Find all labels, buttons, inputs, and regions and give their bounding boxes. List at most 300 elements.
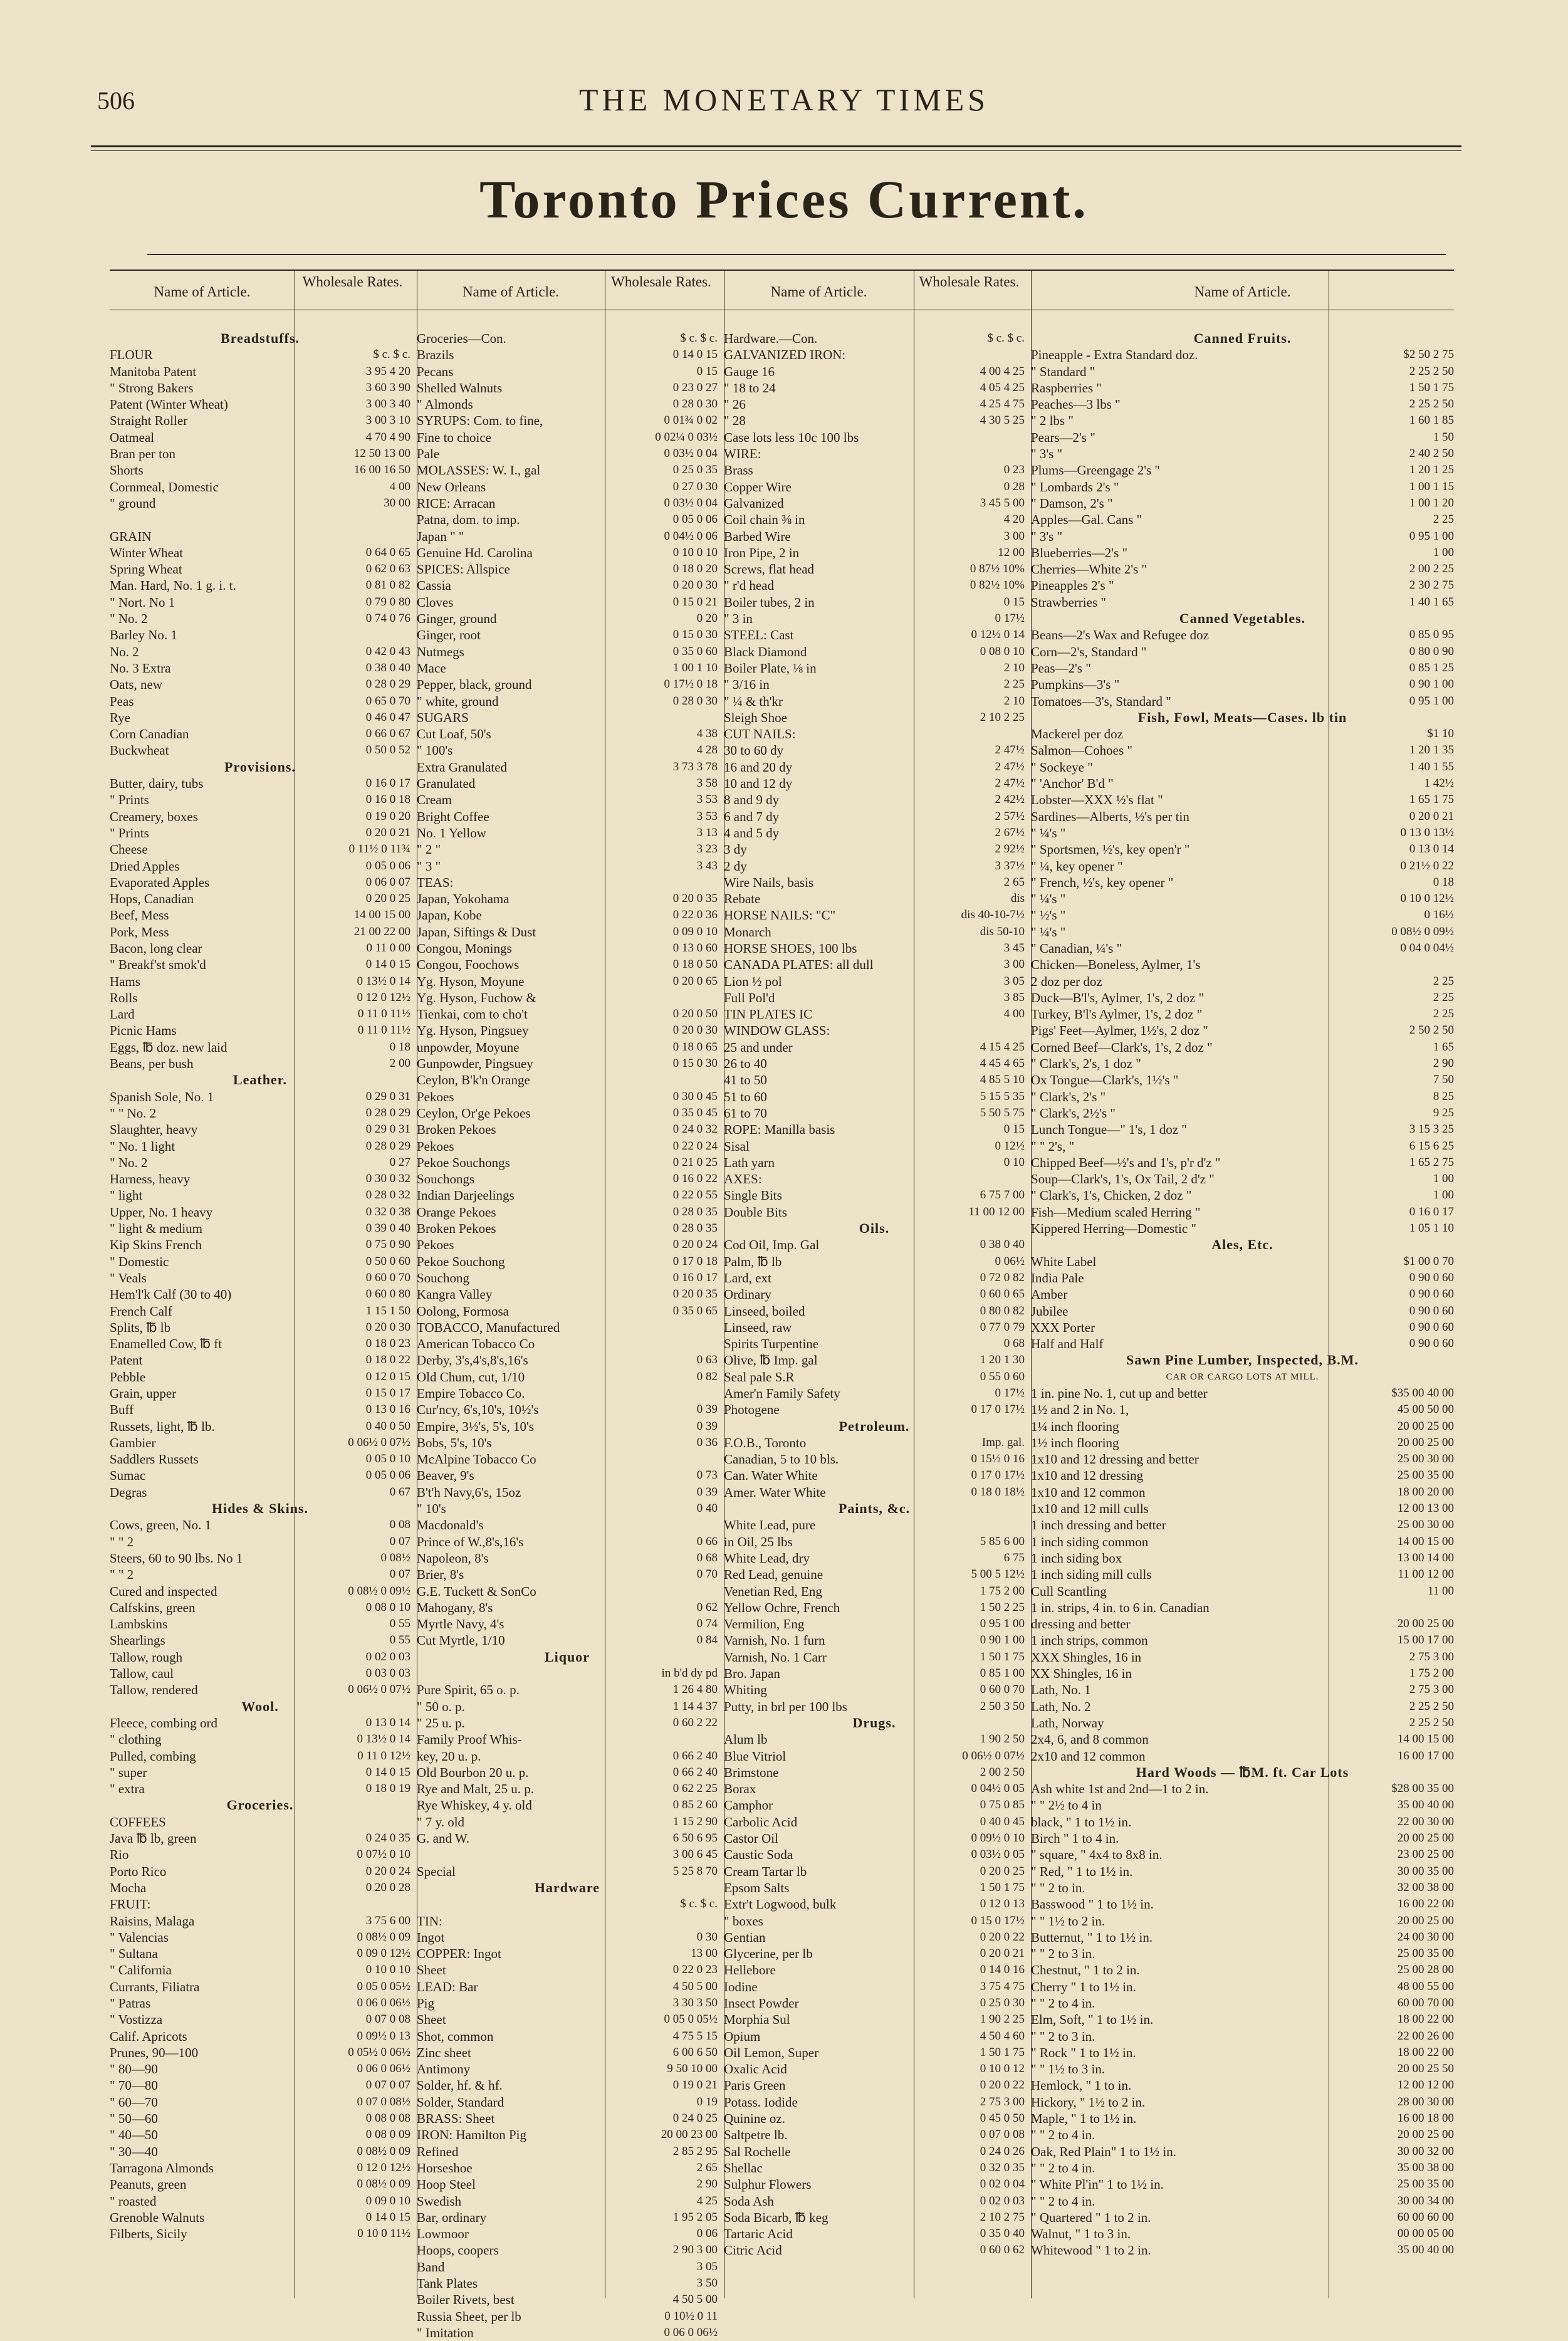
- price-row: [417, 2176, 718, 2192]
- wholesale-rate: 7 50: [1433, 1073, 1454, 1087]
- wholesale-rate: 1 50: [1433, 430, 1454, 444]
- price-row: [1031, 1303, 1454, 1319]
- price-row: [1031, 693, 1454, 710]
- price-row: [417, 1665, 718, 1682]
- wholesale-rate: 2 47½: [995, 777, 1025, 790]
- wholesale-rate: 2 42½: [995, 793, 1025, 807]
- wholesale-rate: 25 00 35 00: [1397, 1469, 1454, 1482]
- article-name: Family Proof Whis-: [417, 1732, 522, 1747]
- price-row: [417, 1830, 718, 1846]
- wholesale-rate: 2 85 2 95: [672, 2144, 718, 2158]
- page-number: 506: [97, 86, 135, 115]
- article-name: Ceylon, Or'ge Pekoes: [417, 1105, 531, 1121]
- article-name: Ginger, root: [417, 627, 481, 643]
- wholesale-rate: 0 62 2 25: [672, 1782, 718, 1796]
- article-name: Carbolic Acid: [724, 1814, 798, 1830]
- wholesale-rate: [605, 1072, 718, 1088]
- wholesale-rate: [605, 1913, 718, 1929]
- article-name: Prince of W.,8's,16's: [417, 1534, 524, 1549]
- article-name: Chipped Beef—½'s and 1's, p'r d'z ": [1031, 1155, 1221, 1170]
- price-row: [417, 1187, 718, 1203]
- price-row: [1031, 1814, 1454, 1830]
- wholesale-rate: 0 20 0 25: [980, 1864, 1025, 1878]
- wholesale-rate: 0 09 0 12½: [357, 1947, 410, 1961]
- price-row: [1031, 1896, 1454, 1912]
- price-row: [724, 841, 1025, 857]
- article-name: Empire Tobacco Co.: [417, 1386, 525, 1401]
- price-row: [1031, 479, 1454, 495]
- wholesale-rate: 20 00 25 00: [1397, 1831, 1454, 1845]
- article-name: Single Bits: [724, 1188, 782, 1203]
- price-row: [1031, 1962, 1454, 1978]
- price-row: [1031, 1072, 1454, 1088]
- article-name: 1¼ inch flooring: [1031, 1418, 1119, 1434]
- price-row: [1031, 809, 1454, 825]
- article-name: Castor Oil: [724, 1831, 778, 1846]
- article-name: " 70—80: [110, 2078, 158, 2093]
- article-name: Ginger, ground: [417, 611, 497, 627]
- wholesale-rate: [605, 990, 718, 1006]
- price-row: [1031, 1534, 1454, 1550]
- article-name: Sisal: [724, 1138, 750, 1154]
- article-name: Creamery, boxes: [110, 809, 198, 824]
- article-name: Lath yarn: [724, 1155, 775, 1170]
- article-name: Elm, Soft, " 1 to 1½ in.: [1031, 2012, 1154, 2028]
- article-name: Breadstuffs.: [221, 330, 300, 346]
- price-row: [110, 1204, 410, 1220]
- price-row: [724, 2209, 1025, 2226]
- article-name: " 60—70: [110, 2094, 158, 2110]
- price-row: [724, 1566, 1025, 1583]
- wholesale-rate: 16 00 17 00: [1397, 1749, 1454, 1762]
- price-row: [110, 775, 410, 792]
- wholesale-rate: $ c. $ c.: [987, 332, 1025, 345]
- wholesale-rate: 2 00 2 25: [1409, 562, 1454, 576]
- wholesale-rate: 0 22 0 36: [672, 908, 718, 922]
- article-name: Lath, No. 2: [1031, 1699, 1091, 1714]
- wholesale-rate: 6 75 7 00: [980, 1188, 1025, 1202]
- price-row: [417, 1171, 718, 1187]
- wholesale-rate: 0 23 0 27: [672, 380, 718, 394]
- wholesale-rate: 0 16 0 22: [672, 1172, 718, 1186]
- price-row: [724, 907, 1025, 923]
- price-row: [110, 858, 410, 874]
- price-row: [1031, 1699, 1454, 1715]
- price-row: [110, 1682, 410, 1698]
- price-row: [724, 1649, 1025, 1665]
- wholesale-rate: 5 85 6 00: [980, 1534, 1025, 1548]
- price-row: [110, 1155, 410, 1171]
- wholesale-rate: 1 00 1 20: [1409, 496, 1454, 510]
- price-row: [417, 1254, 718, 1270]
- article-name: XX Shingles, 16 in: [1031, 1666, 1132, 1682]
- wholesale-rate: 0 10 0 11½: [357, 2227, 410, 2241]
- wholesale-rate: 0 18 0 23: [365, 1337, 410, 1351]
- article-name: COFFEES: [110, 1814, 166, 1830]
- wholesale-rate: 20 00 25 00: [1397, 2128, 1454, 2142]
- price-row: [1031, 429, 1454, 446]
- article-name: Sleigh Shoe: [724, 710, 787, 725]
- wholesale-rate: 0 08½: [380, 1551, 410, 1564]
- price-row: [724, 1880, 1025, 1896]
- wholesale-rate: 0 25 0 35: [672, 463, 718, 477]
- wholesale-rate: 0 39 0 40: [365, 1222, 410, 1235]
- section-heading: [724, 1418, 1025, 1435]
- article-name: Shearlings: [110, 1633, 165, 1648]
- article-name: Duck—B'l's, Aylmer, 1's, 2 doz ": [1031, 990, 1205, 1005]
- article-name: Amber: [1031, 1287, 1068, 1302]
- wholesale-rate: 4 70 4 90: [365, 430, 410, 444]
- price-row: [1031, 1418, 1454, 1435]
- price-row: [1031, 1880, 1454, 1896]
- wholesale-rate: 0 45 0 50: [980, 2112, 1025, 2125]
- price-row: [110, 577, 410, 594]
- article-name: Spirits Turpentine: [724, 1336, 819, 1352]
- wholesale-rate: 0 06½ 0 07½: [348, 1683, 410, 1697]
- price-row: [417, 1418, 718, 1435]
- article-name: Oxalic Acid: [724, 2061, 787, 2077]
- article-name: Plums—Greengage 2's ": [1031, 463, 1160, 478]
- article-name: Raisins, Malaga: [110, 1913, 195, 1929]
- article-name: Cassia: [417, 578, 451, 594]
- wholesale-rate: [605, 1319, 718, 1336]
- article-name: 2x4, 6, and 8 common: [1031, 1732, 1149, 1747]
- price-row: [417, 2144, 718, 2160]
- article-name: 3 dy: [724, 842, 747, 857]
- price-row: [724, 1682, 1025, 1698]
- price-row: [417, 907, 718, 923]
- article-name: Cut Myrtle, 1/10: [417, 1633, 505, 1648]
- article-name: Derby, 3's,4's,8's,16's: [417, 1353, 528, 1368]
- article-name: " Patras: [110, 1995, 151, 2011]
- column-header: [110, 275, 410, 310]
- price-row: [110, 627, 410, 643]
- wholesale-rate: 0 11 0 11½: [357, 1007, 410, 1021]
- price-row: [1031, 1665, 1454, 1682]
- wholesale-rate: 2 00 2 50: [980, 1765, 1025, 1779]
- article-name: Strawberries ": [1031, 594, 1106, 610]
- price-row: [417, 347, 718, 363]
- wholesale-rate: [605, 874, 718, 891]
- wholesale-rate: 1 40 1 55: [1409, 760, 1454, 773]
- price-row: [110, 1764, 410, 1781]
- price-row: [724, 973, 1025, 990]
- wholesale-rate: 0 90 0 60: [1409, 1304, 1454, 1317]
- price-row: [417, 1467, 718, 1484]
- section-heading: [417, 1649, 718, 1665]
- wholesale-rate: 30 00 35 00: [1397, 1864, 1454, 1878]
- price-row: [1031, 2176, 1454, 2192]
- price-row: [724, 2160, 1025, 2176]
- article-name: Pork, Mess: [110, 924, 169, 940]
- wholesale-rate: 4 45 4 65: [980, 1057, 1025, 1071]
- article-name: Hellebore: [724, 1962, 776, 1978]
- article-name: [417, 1665, 605, 1682]
- price-row: [110, 676, 410, 693]
- wholesale-rate: 18 00 22 00: [1397, 2013, 1454, 2026]
- price-row: [724, 710, 1025, 726]
- wholesale-rate: 0 28 0 30: [672, 694, 718, 708]
- price-row: [110, 907, 410, 923]
- article-name: " " 2: [110, 1534, 134, 1549]
- article-name: Russia Sheet, per lb: [417, 2308, 521, 2324]
- price-row: [724, 2011, 1025, 2028]
- price-row: [1031, 907, 1454, 923]
- wholesale-rate: 0 90 1 00: [980, 1633, 1025, 1647]
- article-name: " ¼'s ": [1031, 825, 1066, 841]
- article-name: Pebble: [110, 1369, 146, 1385]
- price-row: [724, 1286, 1025, 1302]
- article-name: Calif. Apricots: [110, 2028, 187, 2044]
- price-row: [417, 1781, 718, 1797]
- price-row: [417, 2094, 718, 2110]
- article-name: " Breakf'st smok'd: [110, 957, 206, 973]
- price-row: [417, 1451, 718, 1467]
- wholesale-rate: 0 22 0 55: [672, 1188, 718, 1202]
- article-name: " Canadian, ¼'s ": [1031, 940, 1122, 956]
- article-name: No. 1 Yellow: [417, 825, 486, 841]
- article-name: Peaches—3 lbs ": [1031, 397, 1121, 412]
- wholesale-rate: dis 40-10-7½: [961, 908, 1025, 922]
- price-row: [110, 1632, 410, 1648]
- article-name: " Sultana: [110, 1946, 158, 1962]
- price-row: [1031, 577, 1454, 594]
- wholesale-rate: 13 00 14 00: [1397, 1551, 1454, 1564]
- wholesale-rate: 0 24 0 32: [672, 1123, 718, 1136]
- article-name: Salmon—Cohoes ": [1031, 743, 1132, 758]
- wholesale-rate: 0 32 0 38: [365, 1205, 410, 1218]
- article-name: " Lombards 2's ": [1031, 479, 1119, 495]
- price-row: [110, 412, 410, 429]
- price-row: [1031, 990, 1454, 1006]
- wholesale-rate: 4 00 4 25: [980, 364, 1025, 378]
- article-name: Zinc sheet: [417, 2045, 471, 2060]
- price-row: [110, 347, 410, 363]
- article-name: CAR OR CARGO LOTS AT MILL.: [1166, 1371, 1319, 1382]
- article-name: in Oil, 25 lbs: [724, 1534, 793, 1549]
- wholesale-rate: 0 04½ 0 05: [971, 1782, 1025, 1796]
- wholesale-rate: 24 00 30 00: [1397, 1930, 1454, 1944]
- wholesale-rate: 0 07 0 08: [980, 2128, 1025, 2142]
- article-name: Canned Vegetables.: [1179, 610, 1306, 627]
- article-name: Grenoble Walnuts: [110, 2209, 205, 2225]
- wholesale-rate: 1 90 2 50: [980, 1732, 1025, 1746]
- article-name: Solder, hf. & hf.: [417, 2078, 503, 2093]
- article-name: Blueberries—2's ": [1031, 545, 1128, 560]
- article-name: Oolong, Formosa: [417, 1303, 509, 1319]
- section-heading: [1031, 710, 1454, 726]
- article-name: Kippered Herring—Domestic ": [1031, 1221, 1196, 1237]
- article-name: " " 2 to 3 in.: [1031, 1946, 1095, 1962]
- price-row: [110, 1995, 410, 2011]
- wholesale-rate: 0 38 0 40: [980, 1238, 1025, 1252]
- wholesale-rate: 0 28 0 29: [365, 1139, 410, 1153]
- article-name: Basswood " 1 to 1½ in.: [1031, 1897, 1154, 1912]
- wholesale-rate: 0 50 0 60: [365, 1254, 410, 1268]
- wholesale-rate: 2 25 2 50: [1409, 1699, 1454, 1713]
- article-name: White Label: [1031, 1254, 1097, 1269]
- price-row: [110, 1089, 410, 1105]
- article-name: 8 and 9 dy: [724, 792, 780, 808]
- article-name: Shorts: [110, 463, 144, 478]
- article-name: Epsom Salts: [724, 1880, 790, 1895]
- wholesale-rate: 0 12 0 13: [980, 1897, 1025, 1911]
- article-name: Pumpkins—3's ": [1031, 677, 1120, 693]
- wholesale-rate: 0 24 0 25: [672, 2112, 718, 2125]
- price-row: [417, 1517, 718, 1533]
- article-name: " 'Anchor' B'd ": [1031, 776, 1114, 792]
- wholesale-rate: 0 07: [389, 1568, 410, 1581]
- price-column-1: [110, 271, 410, 2298]
- price-row: [110, 1220, 410, 1237]
- price-row: [724, 2144, 1025, 2160]
- price-row: [1031, 858, 1454, 874]
- wholesale-rate: 18 00 22 00: [1397, 2045, 1454, 2059]
- price-row: [724, 396, 1025, 412]
- wholesale-rate: 0 13½ 0 14: [357, 1732, 410, 1746]
- price-row: [110, 2094, 410, 2110]
- article-name: 1 inch strips, common: [1031, 1633, 1148, 1648]
- article-name: Yellow Ochre, French: [724, 1600, 840, 1615]
- wholesale-rate: 0 17 0 18: [672, 1254, 718, 1268]
- price-row: [417, 627, 718, 643]
- wholesale-rate: 0 10 0 10: [365, 1963, 410, 1977]
- wholesale-rate: 0 08 0 10: [980, 644, 1025, 658]
- article-name: Pale: [417, 446, 440, 462]
- price-row: [110, 1121, 410, 1138]
- wholesale-rate: 2 67½: [995, 825, 1025, 839]
- article-name: Butter, dairy, tubs: [110, 776, 204, 792]
- article-name: " roasted: [110, 2193, 157, 2209]
- price-row: [724, 1385, 1025, 1401]
- article-name: French Calf: [110, 1303, 172, 1319]
- price-row: [110, 1929, 410, 1946]
- article-name: Case lots less 10c 100 lbs: [724, 429, 859, 445]
- price-row: [110, 396, 410, 412]
- price-row: [417, 2160, 718, 2176]
- article-name: 6 and 7 dy: [724, 809, 780, 824]
- header-name: Name of Article.: [1194, 284, 1291, 300]
- price-row: [110, 1286, 410, 1302]
- article-name: Cured and inspected: [110, 1583, 217, 1599]
- article-name: 2x10 and 12 common: [1031, 1748, 1146, 1764]
- price-row: [1031, 1649, 1454, 1665]
- section-heading: [110, 1797, 410, 1813]
- price-row: [110, 1566, 410, 1583]
- wholesale-rate: 35 00 40 00: [1397, 2243, 1454, 2257]
- price-row: [417, 1846, 718, 1863]
- wholesale-rate: 16 00 16 50: [353, 463, 410, 477]
- wholesale-rate: 0 80 0 82: [980, 1304, 1025, 1317]
- price-row: [1031, 1286, 1454, 1302]
- price-row: [1031, 380, 1454, 396]
- price-row: [417, 1632, 718, 1648]
- price-row: [417, 1764, 718, 1781]
- article-name: Congou, Monings: [417, 940, 512, 956]
- price-row: [724, 759, 1025, 775]
- price-row: [417, 1566, 718, 1583]
- wholesale-rate: 0 28 0 35: [672, 1222, 718, 1235]
- price-row: [110, 1748, 410, 1764]
- article-name: [110, 511, 295, 528]
- wholesale-rate: 0 40 0 45: [980, 1815, 1025, 1828]
- price-row: [724, 1913, 1025, 1929]
- article-name: Hardware.—Con.: [724, 331, 818, 346]
- price-row: [417, 1929, 718, 1946]
- section-heading: [724, 1500, 1025, 1517]
- price-row: [724, 660, 1025, 676]
- wholesale-rate: 0 14 0 15: [365, 2210, 410, 2224]
- article-name: AXES:: [724, 1171, 762, 1187]
- price-row: [110, 561, 410, 577]
- article-name: " ¼'s ": [1031, 924, 1066, 940]
- article-name: " Damson, 2's ": [1031, 495, 1113, 511]
- price-row: [1031, 1616, 1454, 1632]
- wholesale-rate: 0 06: [696, 2227, 718, 2241]
- article-name: TEAS:: [417, 874, 454, 890]
- price-row: [110, 1352, 410, 1368]
- article-name: Napoleon, 8's: [417, 1550, 489, 1566]
- price-row: [110, 2209, 410, 2226]
- article-name: Camphor: [724, 1798, 773, 1813]
- article-name: Granulated: [417, 776, 476, 792]
- price-row: [110, 610, 410, 627]
- wholesale-rate: 5 00 5 12½: [971, 1568, 1025, 1581]
- price-row: [724, 446, 1025, 462]
- article-name: B't'h Navy,6's, 15oz: [417, 1484, 521, 1500]
- wholesale-rate: 13 00: [691, 1947, 718, 1961]
- article-name: Blue Vitriol: [724, 1748, 787, 1764]
- masthead-rule-thin: [91, 150, 1461, 151]
- wholesale-rate: 0 04 0 04½: [1400, 941, 1454, 955]
- article-name: " " 2 to 3 in.: [1031, 2028, 1095, 2044]
- price-row: [110, 1237, 410, 1253]
- wholesale-rate: 0 95 1 00: [1409, 529, 1454, 543]
- wholesale-rate: 0 06½ 0 07½: [962, 1749, 1025, 1762]
- article-name: Black Diamond: [724, 644, 807, 659]
- price-row: [417, 874, 718, 891]
- column-header: [1031, 275, 1454, 310]
- wholesale-rate: 2 10 2 25: [980, 710, 1025, 724]
- price-row: [1031, 2045, 1454, 2061]
- article-name: Hides & Skins.: [212, 1500, 308, 1517]
- price-row: [110, 644, 410, 660]
- price-row: [417, 1731, 718, 1747]
- wholesale-rate: 0 38 0 40: [365, 661, 410, 674]
- wholesale-rate: 0 36: [696, 1435, 718, 1449]
- article-name: " 25 u. p.: [417, 1715, 465, 1731]
- article-name: BRASS: Sheet: [417, 2111, 495, 2127]
- wholesale-rate: 0 24 0 35: [365, 1831, 410, 1845]
- article-name: " 3's ": [1031, 528, 1063, 544]
- article-name: " No. 2: [110, 1155, 148, 1170]
- wholesale-rate: 0 07: [389, 1534, 410, 1548]
- price-row: [110, 1731, 410, 1747]
- price-row: [417, 742, 718, 758]
- article-name: Rye and Malt, 25 u. p.: [417, 1781, 534, 1797]
- wholesale-rate: 1 26 4 80: [672, 1683, 718, 1697]
- price-row: [110, 1665, 410, 1682]
- wholesale-rate: 1 20 1 35: [1409, 743, 1454, 757]
- wholesale-rate: 3 95 4 20: [365, 364, 410, 378]
- wholesale-rate: 1 14 4 37: [672, 1699, 718, 1713]
- article-name: MOLASSES: W. I., gal: [417, 463, 541, 478]
- article-name: 25 and under: [724, 1039, 793, 1055]
- wholesale-rate: 1 20 1 30: [980, 1353, 1025, 1367]
- price-row: [110, 545, 410, 561]
- price-row: [724, 990, 1025, 1006]
- wholesale-rate: 2 10: [1003, 694, 1025, 708]
